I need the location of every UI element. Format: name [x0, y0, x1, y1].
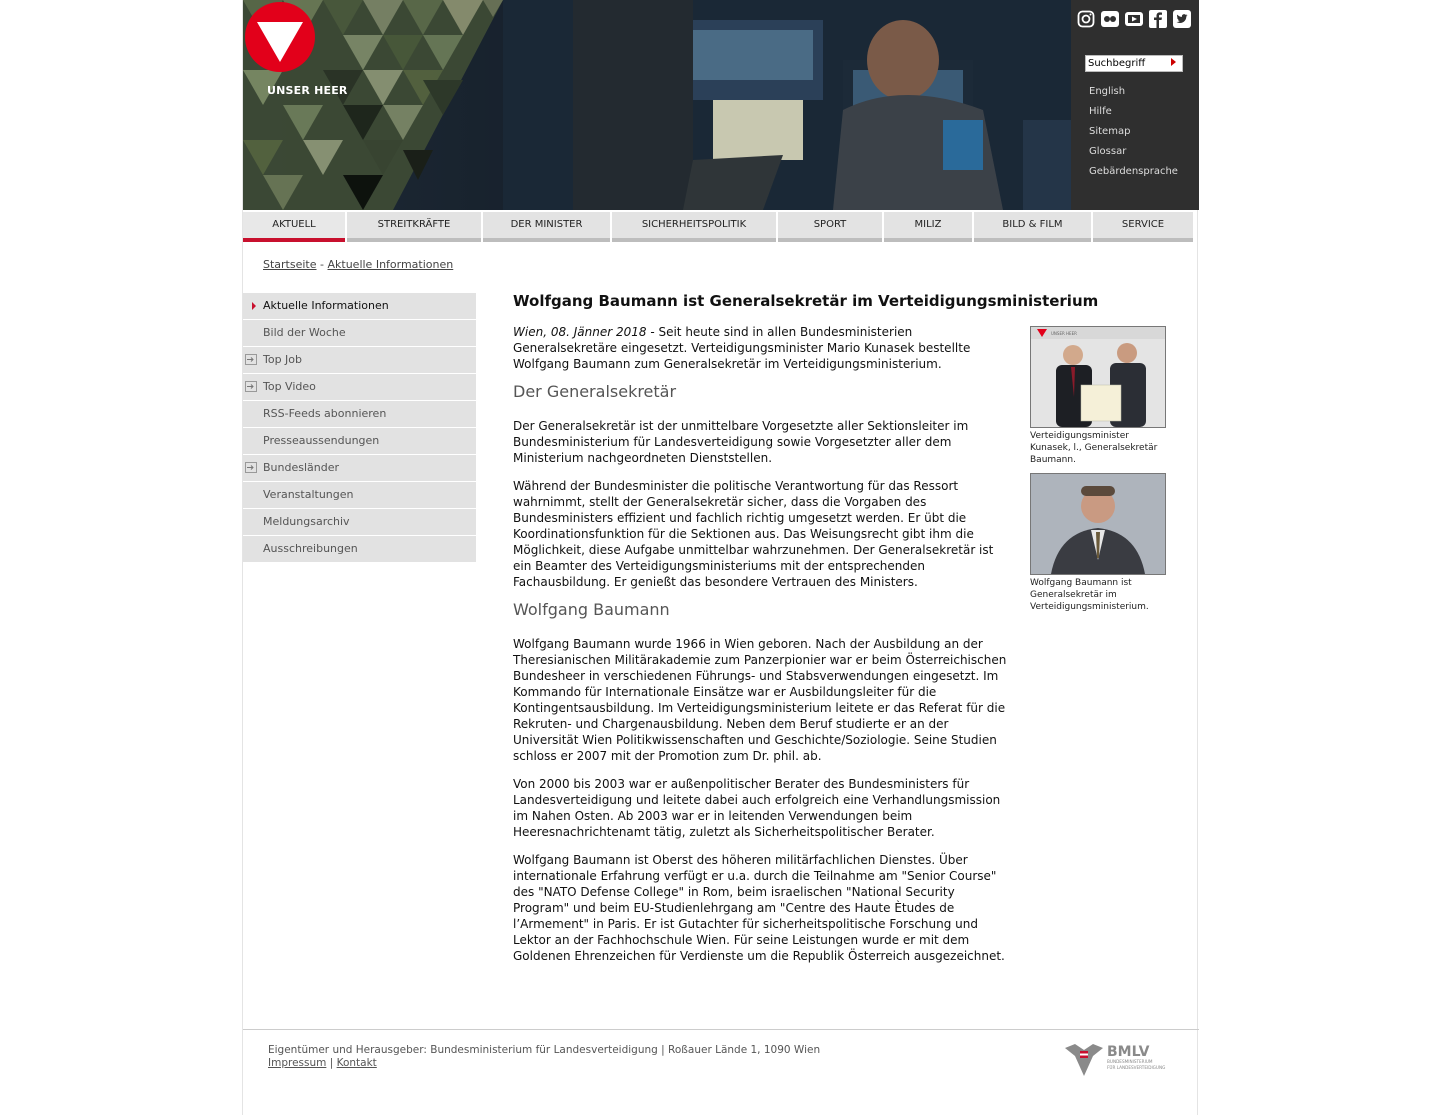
leftmenu-label: Presseaussendungen [263, 434, 380, 447]
header-sidebox [1071, 0, 1199, 210]
flickr-icon[interactable] [1101, 10, 1119, 28]
section-heading-generalsekretaer: Der Generalsekretär [513, 382, 677, 401]
unser-heer-logo-icon[interactable] [243, 0, 317, 74]
photo-content [1031, 327, 1165, 427]
youtube-icon[interactable] [1125, 10, 1143, 28]
quicklinks [1089, 86, 1178, 186]
hero-photo [243, 0, 1071, 210]
page [242, 0, 1198, 1115]
article-intro [513, 324, 1009, 372]
section-heading-baumann: Wolfgang Baumann [513, 600, 670, 619]
breadcrumb-separator: - [320, 258, 324, 271]
quicklink-sitemap[interactable]: Sitemap [1089, 126, 1131, 137]
leftmenu-item-presseaussendungen[interactable] [243, 428, 476, 454]
leftmenu-label: Top Video [263, 380, 316, 393]
article-dateline: Wien, 08. Jänner 2018 [513, 325, 647, 339]
figure-kunasek-baumann [1030, 326, 1166, 466]
leftmenu-item-veranstaltungen[interactable] [243, 482, 476, 508]
footer-owner: Eigentümer und Herausgeber: Bundesministerium für Landesverteidigung | Roßauer Lände 1, 1090 Wien [268, 1044, 821, 1056]
leftmenu-item-bundeslaender[interactable] [243, 455, 476, 481]
leftmenu-item-rss-feeds[interactable] [243, 401, 476, 427]
search-submit-icon[interactable] [1171, 58, 1176, 66]
footer-separator: | [329, 1057, 334, 1069]
nav-item-bild-film[interactable]: BILD & FILM [974, 212, 1091, 242]
footer-text [268, 1044, 820, 1070]
article-paragraph: Der Generalsekretär ist der unmittelbare Vorgesetzte aller Sektionsleiter im Bundesministerium für Landesverteidigung sowie Vorgesetzter aller dem Ministerium nachgeordneten Dienststellen. [513, 419, 969, 465]
nav-item-miliz[interactable]: MILIZ [884, 212, 972, 242]
nav-item-sicherheitspolitik[interactable]: SICHERHEITSPOLITIK [612, 212, 776, 242]
article-title: Wolfgang Baumann ist Generalsekretär im Verteidigungsministerium [513, 292, 1099, 310]
leftmenu-item-bild-der-woche[interactable] [243, 320, 476, 346]
article-intro-text: - Seit heute sind in allen Bundesministerien Generalsekretäre eingesetzt. Verteidigungsminister Mario Kunasek bestellte Wolfgang Baumann zum Generalsekretär im Verteidigungsministerium. [513, 325, 971, 371]
leftmenu-item-top-job[interactable] [243, 347, 476, 373]
photo-kunasek-baumann[interactable] [1030, 326, 1166, 428]
photo-content [1031, 474, 1165, 574]
twitter-icon[interactable] [1173, 10, 1191, 28]
active-arrow-icon [252, 302, 256, 310]
instagram-icon[interactable] [1077, 10, 1095, 28]
quicklink-glossar[interactable]: Glossar [1089, 146, 1127, 157]
article-paragraph: Von 2000 bis 2003 war er außenpolitischer Berater des Bundesministers für Landesverteidigung und leitete dabei auch erfolgreich eine Verhandlungsmission im Nahen Osten. Ab 2003 war er in leitenden Verwendungen beim Heeresnachrichtenamt tätig, zuletzt als Sicherheitspolitischer Berater. [513, 777, 1001, 839]
article-paragraph: Wolfgang Baumann wurde 1966 in Wien geboren. Nach der Ausbildung an der Theresianischen Militärakademie zum Panzerpionier war er beim Österreichischen Bundesheer in verschiedenen Führungs- und Stabsverwendungen eingesetzt. Im Kommando für Internationale Einsätze war er Ausbildungsleiter für die Kontingentsausbildung. Im Verteidigungsministerium leitete er das Referat für die Rekruten- und Chargenausbildung. Neben dem Beruf studierte er an der Universität Wien Politikwissenschaften und Geschichte/Soziologie. Seine Studien schloss er 2007 mit der Promotion zum Dr. phil. ab. [513, 637, 1007, 763]
leftmenu-label: Bild der Woche [263, 326, 346, 339]
nav-item-sport[interactable]: SPORT [778, 212, 882, 242]
social-links [1077, 10, 1191, 28]
external-link-icon [245, 354, 257, 365]
leftmenu-label: RSS-Feeds abonnieren [263, 407, 387, 420]
photo-baumann-portrait[interactable] [1030, 473, 1166, 575]
leftmenu-label: Top Job [263, 353, 303, 366]
quicklink-english[interactable]: English [1089, 86, 1126, 97]
search-input[interactable]: Suchbegriff [1085, 55, 1183, 72]
main-nav [243, 212, 1199, 242]
impressum-link[interactable]: Impressum [268, 1057, 327, 1069]
external-link-icon [245, 381, 257, 392]
nav-item-streitkraefte[interactable]: STREITKRÄFTE [347, 212, 481, 242]
leftmenu-label: Ausschreibungen [263, 542, 358, 555]
facebook-icon[interactable] [1149, 10, 1167, 28]
bmlv-logo-sub1: BUNDESMINISTERIUM [1107, 1059, 1153, 1064]
left-menu [243, 293, 476, 563]
leftmenu-label: Bundesländer [263, 461, 340, 474]
leftmenu-label: Aktuelle Informationen [263, 299, 389, 312]
logo-text: UNSER HEER [267, 84, 348, 97]
bmlv-logo-sub2: FÜR LANDESVERTEIDIGUNG [1107, 1065, 1166, 1070]
leftmenu-item-aktuelle-informationen[interactable] [243, 293, 476, 319]
nav-item-der-minister[interactable]: DER MINISTER [483, 212, 610, 242]
photo-badge-text: UNSER HEER [1051, 331, 1077, 336]
nav-item-aktuell[interactable]: AKTUELL [243, 212, 345, 242]
external-link-icon [245, 462, 257, 473]
leftmenu-label: Veranstaltungen [263, 488, 354, 501]
leftmenu-item-top-video[interactable] [243, 374, 476, 400]
breadcrumb-current-link[interactable]: Aktuelle Informationen [327, 258, 454, 271]
figure-caption: Verteidigungsminister Kunasek, l., Generalsekretär Baumann. [1030, 431, 1158, 465]
quicklink-hilfe[interactable]: Hilfe [1089, 106, 1112, 117]
figure-baumann-portrait [1030, 473, 1166, 613]
nav-item-service[interactable]: SERVICE [1093, 212, 1193, 242]
footer [243, 1029, 1199, 1116]
header [243, 0, 1199, 210]
leftmenu-item-meldungsarchiv[interactable] [243, 509, 476, 535]
bmlv-logo-icon[interactable] [1063, 1038, 1175, 1078]
leftmenu-item-ausschreibungen[interactable] [243, 536, 476, 562]
article-paragraph: Wolfgang Baumann ist Oberst des höheren militärfachlichen Dienstes. Über internationale Erfahrung verfügt er u.a. durch die Teilnahme am "Senior Course" des "NATO Defense College" in Rom, beim israelischen "National Security Program" und beim EU-Studienlehrgang am "Centre des Haute Ètudes de l’Armement" in Paris. Er ist Gutachter für sicherheitspolitische Forschung und Lektor an der Fachhochschule Wien. Für seine Leistungen wurde er mit dem Goldenen Ehrenzeichen für Verdienste um die Republik Österreich ausgezeichnet. [513, 853, 1005, 963]
quicklink-gebaerdensprache[interactable]: Gebärdensprache [1089, 166, 1178, 177]
bmlv-logo-text: BMLV [1107, 1044, 1150, 1060]
breadcrumb [263, 258, 453, 271]
kontakt-link[interactable]: Kontakt [336, 1057, 377, 1069]
article-paragraph: Während der Bundesminister die politische Verantwortung für das Ressort wahrnimmt, stellt der Generalsekretär sicher, dass die Vorgaben des Bundesministers effizient und fachlich richtig umgesetzt werden. Er übt die Koordinationsfunktion für die Sektionen aus. Das Weisungsrecht gibt ihm die Möglichkeit, diese Aufgabe unmittelbar wahrzunehmen. Der Generalsekretär ist ein Beamter des Verteidigungsministeriums mit der entsprechenden Fachausbildung. Er genießt das besondere Vertrauen des Ministers. [513, 479, 994, 589]
figure-caption: Wolfgang Baumann ist Generalsekretär im Verteidigungsministerium. [1030, 578, 1149, 612]
hero-image [243, 0, 1071, 210]
leftmenu-label: Meldungsarchiv [263, 515, 350, 528]
breadcrumb-home-link[interactable]: Startseite [263, 258, 317, 271]
